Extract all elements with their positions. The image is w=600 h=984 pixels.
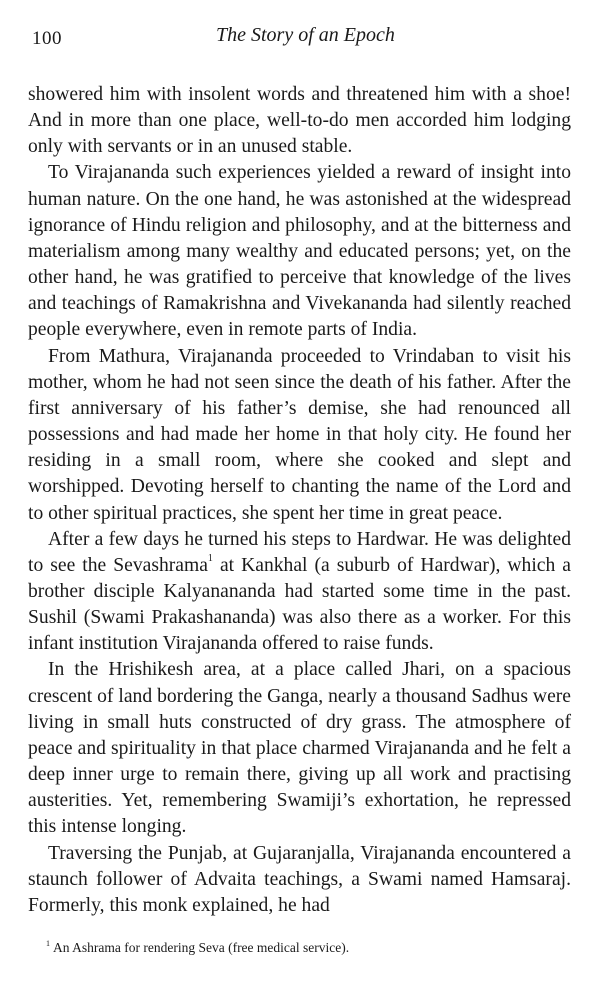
paragraph: From Mathura, Virajananda proceeded to Vrindaban to visit his mother, whom he had not seen since the death of his father. After the first anniversary of his father’s demise, she had renounced all possessions and had made her home in that holy city. He found her residing in a small room, where she cooked and slept and worshipped. Devoting herself to chanting the name of the Lord and to other spiritual practices, she spent her time in great peace. <box>28 345 571 524</box>
paragraph: In the Hrishikesh area, at a place called Jhari, on a spacious crescent of land bordering the Ganga, nearly a thousand Sadhus were living in small huts constructed of dry grass. The atmosphere of peace and spirituality in that place charmed Virajananda and he felt a deep inner urge to remain there, giving up all work and practising austerities. Yet, remembering Swamiji’s exhortation, he repressed this intense longing. <box>28 659 571 838</box>
page-number: 100 <box>32 28 62 49</box>
footnote-marker: 1 <box>46 938 50 948</box>
paragraph-with-footnote-ref <box>28 527 571 658</box>
footnote-reference: 1 <box>207 553 213 565</box>
paragraph-continuation: showered him with insolent words and threatened him with a shoe! And in more than one place, well-to-do men accorded him lodging only with servants or in an unused stable. <box>28 84 571 158</box>
body-text <box>28 82 571 919</box>
paragraph-text: After a few days he turned his steps to Hardwar. He was delighted to see the Sevashrama <box>28 528 571 576</box>
running-title: The Story of an Epoch <box>216 24 395 46</box>
paragraph: To Virajananda such experiences yielded a reward of insight into human nature. On the one hand, he was astonished at the widespread ignorance of Hindu religion and philosophy, and at the bitterness and materialism among many wealthy and educated persons; yet, on the other hand, he was gratified to perceive that knowledge of the lives and teachings of Ramakrishna and Vivekananda had silently reached people everywhere, even in remote parts of India. <box>28 162 571 341</box>
footnote <box>46 940 566 956</box>
paragraph-text: at Kankhal (a suburb of Hardwar), which a brother disciple Kalyanananda had started some time in the past. Sushil (Swami Prakashananda) was also there as a worker. For this infant institution Virajananda offered to raise funds. <box>28 554 571 655</box>
page-header <box>30 22 570 52</box>
paragraph: Traversing the Punjab, at Gujaranjalla, Virajananda encountered a staunch follower of Advaita teachings, a Swami named Hamsaraj. Formerly, this monk explained, he had <box>28 842 571 916</box>
footnote-text: An Ashrama for rendering Seva (free medical service). <box>53 940 350 955</box>
